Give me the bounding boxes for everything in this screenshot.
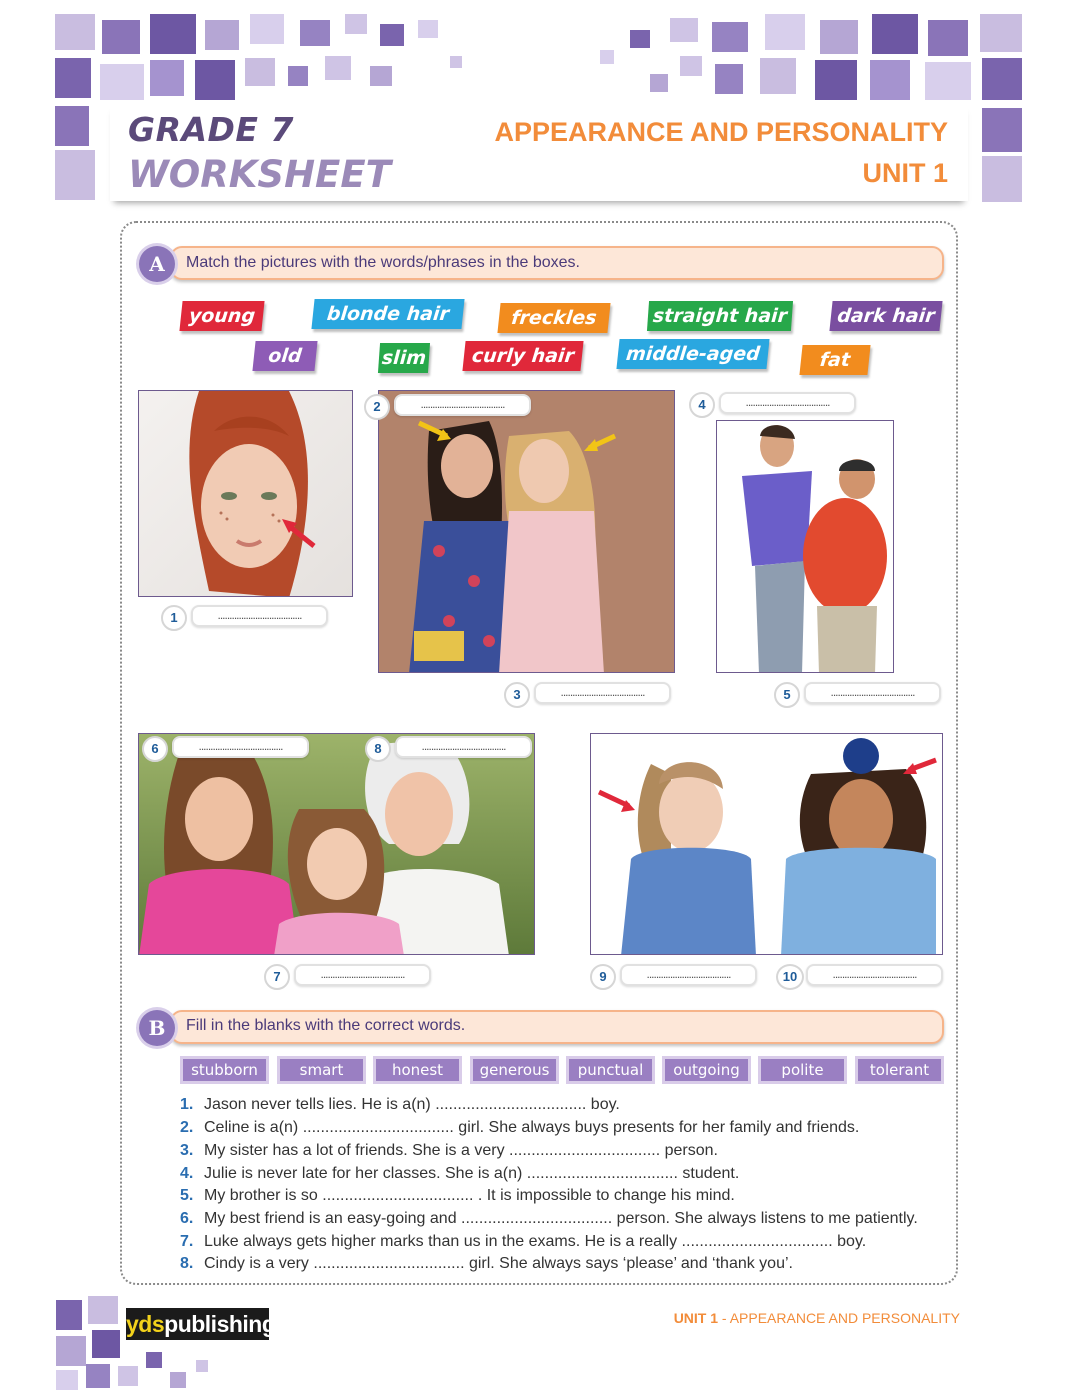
section-a-badge: A bbox=[139, 246, 175, 282]
answer-blank-2[interactable]: .................................... bbox=[394, 394, 531, 416]
sentence-8 bbox=[180, 1255, 793, 1273]
answer-blank-7[interactable]: .................................... bbox=[294, 964, 431, 986]
word-smart: smart bbox=[277, 1056, 366, 1084]
word-polite: polite bbox=[758, 1056, 847, 1084]
number-2: 2 bbox=[364, 394, 390, 420]
sentence-number: 7. bbox=[180, 1233, 194, 1250]
section-b-badge: B bbox=[139, 1010, 175, 1046]
footer-title: APPEARANCE AND PERSONALITY bbox=[729, 1310, 960, 1326]
word-middle-aged: middle-aged bbox=[616, 339, 769, 369]
sentence-2 bbox=[180, 1119, 859, 1137]
answer-blank-5[interactable]: .................................... bbox=[804, 682, 941, 704]
footer-separator: - bbox=[718, 1310, 730, 1326]
men-illustration bbox=[717, 421, 894, 673]
photo-9-10-girls bbox=[590, 733, 943, 955]
number-7: 7 bbox=[264, 964, 290, 990]
answer-blank-4[interactable]: .................................... bbox=[719, 392, 856, 414]
number-5: 5 bbox=[774, 682, 800, 708]
sentence-text: Luke always gets higher marks than us in the exams. He is a really .................................. boy. bbox=[204, 1233, 867, 1250]
girls-illustration bbox=[591, 734, 943, 955]
sentence-3 bbox=[180, 1142, 718, 1160]
word-fat: fat bbox=[799, 345, 870, 375]
word-straight-hair: straight hair bbox=[647, 301, 793, 331]
footer-unit: UNIT 1 bbox=[673, 1310, 719, 1326]
logo-part-yds: yds bbox=[126, 1311, 165, 1337]
section-b-instruction: Fill in the blanks with the correct words. bbox=[186, 1017, 466, 1034]
answer-blank-1[interactable]: .................................... bbox=[191, 605, 328, 627]
answer-blank-8[interactable]: .................................... bbox=[395, 736, 532, 758]
photo-1-freckles bbox=[138, 390, 353, 597]
number-4: 4 bbox=[689, 392, 715, 418]
sentence-number: 4. bbox=[180, 1165, 194, 1182]
logo-part-publishing: publishing bbox=[164, 1311, 276, 1337]
worksheet-title: WORKSHEET bbox=[128, 153, 391, 196]
sentence-text: Jason never tells lies. He is a(n) .................................. boy. bbox=[204, 1096, 620, 1113]
word-punctual: punctual bbox=[566, 1056, 655, 1084]
word-old: old bbox=[252, 341, 317, 371]
sentence-number: 8. bbox=[180, 1255, 194, 1272]
number-3: 3 bbox=[504, 682, 530, 708]
sentence-text: Julie is never late for her classes. She is a(n) .................................. student. bbox=[204, 1165, 740, 1182]
photo-2-3-women bbox=[378, 390, 675, 673]
women-illustration bbox=[379, 391, 675, 673]
sentence-text: My brother is so .................................. . It is impossible to change his mind. bbox=[204, 1187, 735, 1204]
unit-title: APPEARANCE AND PERSONALITY bbox=[494, 117, 948, 147]
sentence-text: My best friend is an easy-going and .................................. person. She always listens to me patiently. bbox=[204, 1210, 918, 1227]
section-a-instruction: Match the pictures with the words/phrases in the boxes. bbox=[186, 254, 580, 271]
word-young: young bbox=[179, 301, 264, 331]
family-illustration bbox=[139, 734, 535, 955]
sentence-7 bbox=[180, 1233, 866, 1251]
number-1: 1 bbox=[161, 605, 187, 631]
answer-blank-3[interactable]: .................................... bbox=[534, 682, 671, 704]
photo-4-5-men bbox=[716, 420, 894, 673]
sentence-5 bbox=[180, 1187, 735, 1205]
number-10: 10 bbox=[776, 964, 804, 990]
answer-blank-10[interactable]: .................................... bbox=[806, 964, 943, 986]
sentence-text: Cindy is a very .................................. girl. She always says ‘please’ and ‘thank you’. bbox=[204, 1255, 793, 1272]
grade-title: GRADE 7 bbox=[128, 110, 294, 149]
unit-number: UNIT 1 bbox=[862, 158, 948, 188]
sentence-number: 2. bbox=[180, 1119, 194, 1136]
number-9: 9 bbox=[590, 964, 616, 990]
freckles-illustration bbox=[139, 391, 353, 597]
sentence-number: 5. bbox=[180, 1187, 194, 1204]
word-curly-hair: curly hair bbox=[462, 341, 583, 371]
word-generous: generous bbox=[470, 1056, 559, 1084]
word-tolerant: tolerant bbox=[855, 1056, 944, 1084]
number-8: 8 bbox=[365, 736, 391, 762]
word-blonde-hair: blonde hair bbox=[311, 299, 464, 329]
sentence-text: Celine is a(n) .................................. girl. She always buys presents for her family and friends. bbox=[204, 1119, 860, 1136]
sentence-text: My sister has a lot of friends. She is a very .................................. person. bbox=[204, 1142, 718, 1159]
number-6: 6 bbox=[142, 736, 168, 762]
word-stubborn: stubborn bbox=[180, 1056, 269, 1084]
word-slim: slim bbox=[378, 343, 430, 373]
word-freckles: freckles bbox=[497, 303, 610, 333]
sentence-number: 6. bbox=[180, 1210, 194, 1227]
photo-6-7-8-family bbox=[138, 733, 535, 955]
sentence-number: 3. bbox=[180, 1142, 194, 1159]
sentence-6 bbox=[180, 1210, 918, 1228]
sentence-1 bbox=[180, 1096, 620, 1114]
word-outgoing: outgoing bbox=[662, 1056, 751, 1084]
answer-blank-6[interactable]: .................................... bbox=[172, 736, 309, 758]
word-honest: honest bbox=[373, 1056, 462, 1084]
word-dark-hair: dark hair bbox=[829, 301, 942, 331]
answer-blank-9[interactable]: .................................... bbox=[620, 964, 757, 986]
sentence-number: 1. bbox=[180, 1096, 194, 1113]
yds-publishing-logo bbox=[126, 1308, 276, 1340]
sentence-4 bbox=[180, 1165, 739, 1183]
footer-unit-label bbox=[674, 1310, 960, 1326]
